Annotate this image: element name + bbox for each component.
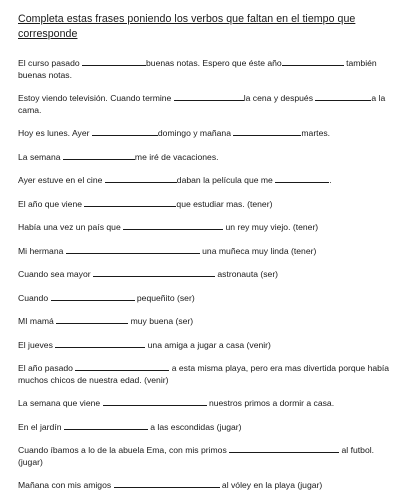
sentence-4: La semana me iré de vacaciones. <box>18 151 219 162</box>
sentence-5: Ayer estuve en el cine daban la película que me . <box>18 175 332 185</box>
answer-blank[interactable] <box>315 91 371 101</box>
sentence-6: El año que viene que estudiar mas. (tener) <box>18 198 273 209</box>
answer-blank[interactable] <box>229 443 339 453</box>
answer-blank[interactable] <box>174 91 244 101</box>
answer-blank[interactable] <box>233 126 301 136</box>
sentence-15: En el jardín a las escondidas (jugar) <box>18 421 242 432</box>
worksheet <box>18 12 398 492</box>
answer-blank[interactable] <box>282 56 344 66</box>
answer-blank[interactable] <box>75 361 169 371</box>
answer-blank[interactable] <box>66 244 200 254</box>
answer-blank[interactable] <box>103 396 207 406</box>
sentence-7: Había una vez un país que un rey muy viejo. (tener) <box>18 222 319 232</box>
sentence-17: Mañana con mis amigos al vóley en la playa (jugar) <box>18 480 323 490</box>
answer-blank[interactable] <box>93 267 215 277</box>
sentence-11: MI mamá muy buena (ser) <box>18 316 194 326</box>
sentence-2: Estoy viendo televisión. Cuando termine la cena y después a la cama. <box>18 93 386 115</box>
sentence-9: Cuando sea mayor astronauta (ser) <box>18 269 279 279</box>
sentence-16: Cuando íbamos a lo de la abuela Ema, con mis primos al futbol. (jugar) <box>18 445 375 467</box>
sentence-3: Hoy es lunes. Ayer domingo y mañana martes. <box>18 128 331 138</box>
answer-blank[interactable] <box>55 338 145 348</box>
sentence-10: Cuando pequeñito (ser) <box>18 292 195 303</box>
sentence-14: La semana que viene nuestros primos a dormir a casa. <box>18 398 335 408</box>
answer-blank[interactable] <box>92 126 158 136</box>
answer-blank[interactable] <box>51 291 135 301</box>
sentence-8: Mi hermana una muñeca muy linda (tener) <box>18 245 317 256</box>
sentence-13: El año pasado a esta misma playa, pero era mas divertida porque había muchos chicos de nuestra edad. (venir) <box>18 363 390 385</box>
answer-blank[interactable] <box>56 314 128 324</box>
sentence-1: El curso pasado buenas notas. Espero que éste año también buenas notas. <box>18 58 377 80</box>
answer-blank[interactable] <box>275 173 329 183</box>
answer-blank[interactable] <box>123 220 223 230</box>
answer-blank[interactable] <box>84 197 176 207</box>
worksheet-title: Completa estas frases poniendo los verbos que faltan en el tiempo que corresponde <box>18 13 356 40</box>
answer-blank[interactable] <box>82 56 146 66</box>
answer-blank[interactable] <box>64 420 148 430</box>
answer-blank[interactable] <box>105 173 177 183</box>
sentence-12: El jueves una amiga a jugar a casa (venir) <box>18 339 271 350</box>
answer-blank[interactable] <box>63 150 135 160</box>
